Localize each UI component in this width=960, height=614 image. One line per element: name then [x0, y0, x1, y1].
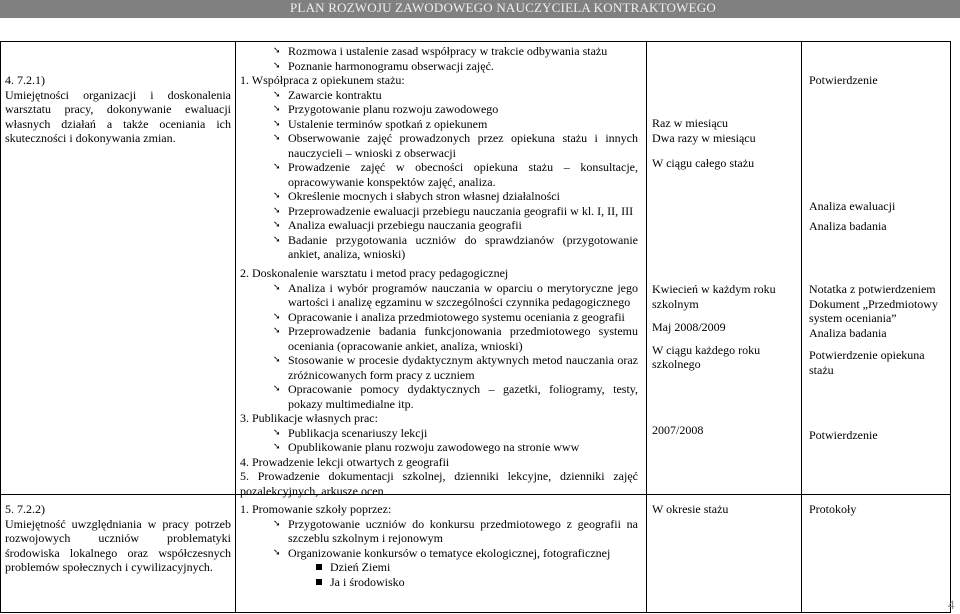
- evidence-text: Analiza badania: [809, 219, 887, 233]
- task-subitem: Dzień Ziemi: [240, 560, 638, 575]
- deadline-text: Raz w miesiącu: [652, 116, 728, 130]
- col-border-2: [646, 41, 647, 613]
- evidence-text: Analiza ewaluacji: [809, 198, 896, 213]
- section-heading: 4. Prowadzenie lekcji otwartych z geografii: [240, 454, 450, 469]
- section-heading: 3. Publikacje własnych prac:: [240, 411, 378, 425]
- tasks-cell-4-section2: [240, 266, 638, 498]
- competence-cell-4: [5, 73, 231, 146]
- task-item: ➘ Badanie przygotowania uczniów do sprawdzianów (przygotowanie ankiet, analiza, wnioski): [240, 233, 638, 262]
- deadline-cell-4b: [652, 282, 792, 437]
- task-item: ➘ Analiza i wybór programów nauczania w oparciu o merytoryczne jego wartości i analizę egzaminu w szczególności czynnika pedagogicznego: [240, 281, 638, 310]
- task-item: ➘ Poznanie harmonogramu obserwacji zajęć.: [240, 59, 638, 74]
- task-item: ➘ Prowadzenie zajęć w obecności opiekuna stażu – konsultacje, opracowywanie konspektów zajęć, analiza.: [240, 160, 638, 189]
- task-item: ➘ Przeprowadzenie badania funkcjonowania przedmiotowego systemu oceniania (opracowanie ankiet, analiza, wnioski): [240, 324, 638, 353]
- deadline-cell-5: [652, 502, 792, 517]
- deadline-text: W ciągu całego stażu: [652, 156, 755, 170]
- page-header-bar: [0, 0, 960, 18]
- table-top-border: [0, 41, 951, 42]
- task-item: ➘ Opublikowanie planu rozwoju zawodowego na stronie www: [240, 440, 638, 455]
- task-item: ➘ Analiza ewaluacji przebiegu nauczania geografii: [240, 218, 638, 233]
- evidence-text: Potwierdzenie opiekuna stażu: [809, 348, 925, 377]
- task-item: ➘ Przeprowadzenie ewaluacji przebiegu nauczania geografii w kl. I, II, III: [240, 204, 638, 219]
- task-item: ➘ Organizowanie konkursów o tematyce ekologicznej, fotograficznej: [240, 546, 638, 561]
- evidence-cell-4b: [809, 282, 945, 443]
- document-title: PLAN ROZWOJU ZAWODOWEGO NAUCZYCIELA KONTRAKTOWEGO: [290, 0, 716, 15]
- evidence-cell-4: [809, 73, 945, 234]
- task-item: ➘ Zawarcie kontraktu: [240, 88, 638, 103]
- evidence-cell-5: [809, 502, 945, 517]
- evidence-text: Protokoły: [809, 502, 857, 516]
- table-bottom-border: [0, 612, 951, 613]
- col-border-right: [950, 41, 951, 613]
- task-item: ➘ Przygotowanie uczniów do konkursu przedmiotowego z geografii na szczeblu szkolnym i rejonowym: [240, 517, 638, 546]
- task-item: ➘ Opracowanie i analiza przedmiotowego systemu oceniania z geografii: [240, 310, 638, 325]
- task-item: ➘ Stosowanie w procesie dydaktycznym aktywnych metod nauczania oraz zróżnicowanych form pracy z uczniem: [240, 353, 638, 382]
- deadline-text: Maj 2008/2009: [652, 320, 726, 334]
- evidence-text: Dokument „Przedmiotowy system oceniania”: [809, 296, 938, 325]
- task-item: ➘ Przygotowanie planu rozwoju zawodowego: [240, 102, 638, 117]
- evidence-text: Analiza badania: [809, 325, 887, 340]
- tasks-cell-5: [240, 502, 638, 589]
- deadline-text: W ciągu każdego roku szkolnego: [652, 342, 761, 371]
- col-border-1: [235, 41, 236, 613]
- section-heading: 1. Promowanie szkoły poprzez:: [240, 502, 392, 516]
- col-border-3: [801, 41, 802, 613]
- task-subitem: Ja i środowisko: [240, 575, 638, 590]
- evidence-text: Notatka z potwierdzeniem: [809, 282, 936, 296]
- section-heading: 5. Prowadzenie dokumentacji szkolnej, dzienniki lekcyjne, dzienniki zajęć pozalekcyjnych, arkusze ocen: [240, 469, 638, 498]
- task-item: ➘ Określenie mocnych i słabych stron własnej działalności: [240, 189, 638, 204]
- deadline-text: Dwa razy w miesiącu: [652, 130, 756, 145]
- tasks-cell-4: [240, 44, 638, 262]
- deadline-cell-4: [652, 116, 797, 171]
- task-item: ➘ Ustalenie terminów spotkań z opiekunem: [240, 117, 638, 132]
- deadline-text: Kwiecień w każdym roku szkolnym: [652, 282, 776, 311]
- competence-number: 4. 7.2.1): [5, 73, 45, 87]
- task-item: ➘ Opracowanie pomocy dydaktycznych – gazetki, foliogramy, testy, pokazy multimedialne itp.: [240, 382, 638, 411]
- evidence-text: Potwierdzenie: [809, 73, 878, 87]
- deadline-text: W okresie stażu: [652, 502, 729, 516]
- task-item: ➘ Publikacja scenariuszy lekcji: [240, 426, 638, 441]
- competence-cell-5: [5, 502, 231, 575]
- competence-number: 5. 7.2.2): [5, 502, 45, 516]
- col-border-left: [0, 41, 1, 613]
- section-heading: 2. Doskonalenie warsztatu i metod pracy pedagogicznej: [240, 266, 509, 280]
- evidence-text: Potwierdzenie: [809, 428, 878, 442]
- competence-text: Umiejętności organizacji i doskonalenia warsztatu pracy, dokonywanie ewaluacji własnych działań a także oceniania ich skuteczności i dokonywania zmian.: [5, 87, 231, 145]
- section-heading: 1. Współpraca z opiekunem stażu:: [240, 73, 405, 87]
- competence-text: Umiejętność uwzględniania w pracy potrzeb rozwojowych uczniów problematyki środowiska lokalnego oraz współczesnych problemów społecznych i cywilizacyjnych.: [5, 516, 231, 574]
- page-number: 4: [948, 597, 955, 612]
- deadline-text: 2007/2008: [652, 422, 704, 437]
- task-item: ➘ Obserwowanie zajęć prowadzonych przez opiekuna stażu i innych nauczycieli – wnioski z obserwacji: [240, 131, 638, 160]
- task-item: ➘ Rozmowa i ustalenie zasad współpracy w trakcie odbywania stażu: [240, 44, 638, 59]
